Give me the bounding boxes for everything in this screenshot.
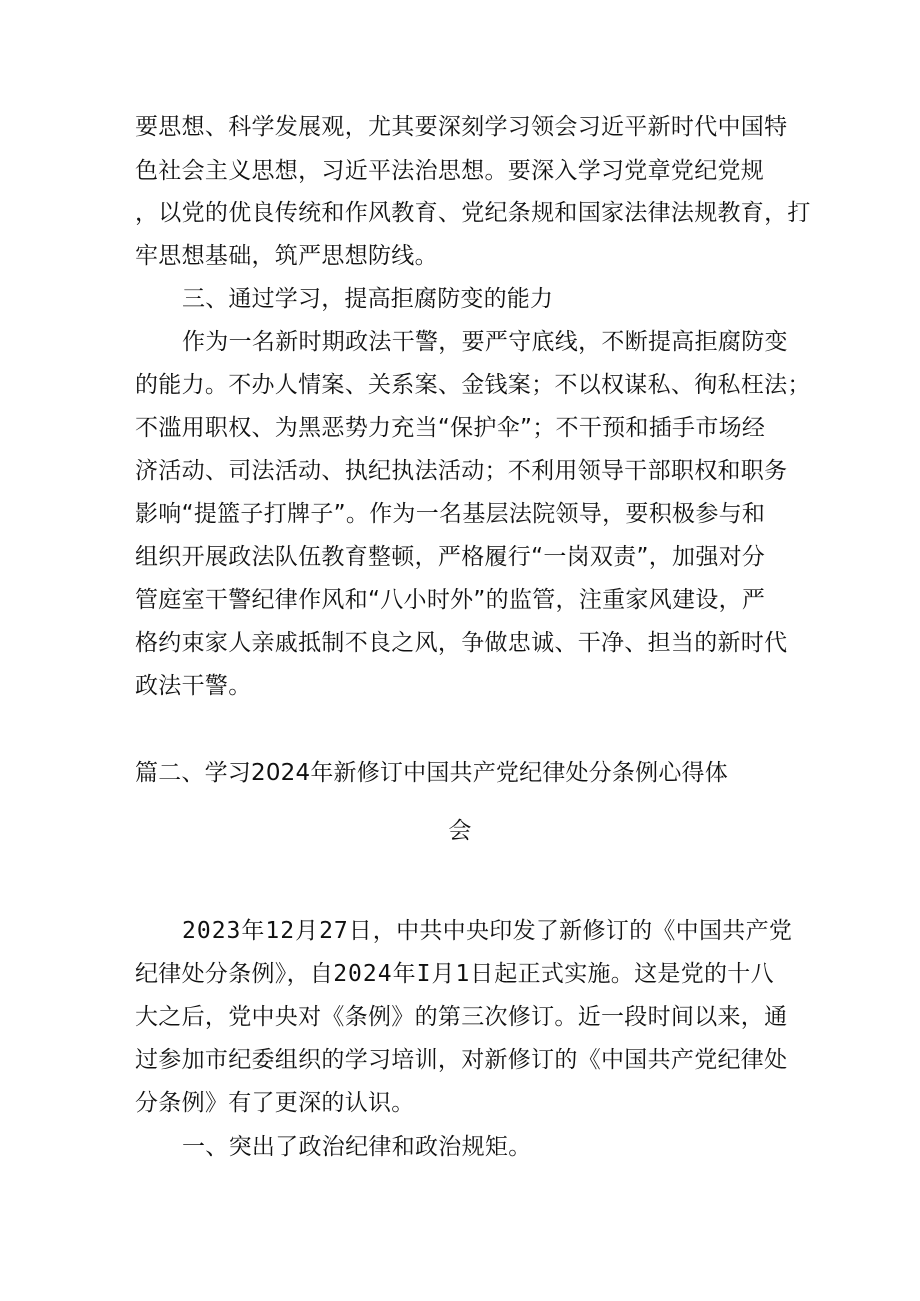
- paragraph-line: ，以党的优良传统和作风教育、党纪条规和国家法律法规教育，打: [135, 200, 811, 226]
- paragraph-line: 济活动、司法活动、执纪执法活动；不利用领导干部职权和职务: [135, 458, 788, 484]
- paragraph-line: 要思想、科学发展观，尤其要深刻学习领会习近平新时代中国特: [135, 114, 788, 140]
- paragraph-line: 政法干警。: [135, 673, 252, 699]
- paragraph-line: 色社会主义思想，习近平法治思想。要深入学习党章党纪党规: [135, 158, 765, 184]
- article-title: 篇二、学习2024年新修订中国共产党纪律处分条例心得体: [135, 760, 728, 786]
- paragraph-line: 牢思想基础，筑严思想防线。: [135, 243, 438, 269]
- paragraph-line: [135, 959, 774, 989]
- paragraph-line: 分条例》有了更深的认识。: [135, 1090, 415, 1116]
- paragraph-text: ，中共中央印发了新修订的《中国共产党: [372, 918, 793, 944]
- paragraph-text: 纪律处分条例》，自: [135, 961, 334, 987]
- section-heading: 一、突出了政治纪律和政治规矩。: [182, 1134, 532, 1160]
- date-text: 2024年: [333, 961, 417, 987]
- paragraph-line: 大之后，党中央对《条例》的第三次修订。近一段时间以来，通: [135, 1004, 788, 1030]
- paragraph-line: 的能力。不办人情案、关系案、金钱案；不以权谋私、徇私枉法；: [135, 372, 811, 398]
- paragraph-line: 管庭室干警纪律作风和“八小时外”的监管，注重家风建设，严: [135, 587, 766, 613]
- paragraph-line: 影响“提篮子打牌子”。作为一名基层法院领导，要积极参与和: [135, 501, 766, 527]
- date-text: I月1日: [416, 961, 495, 987]
- paragraph-line: 作为一名新时期政法干警，要严守底线，不断提高拒腐防变: [182, 329, 788, 355]
- paragraph-text: 起正式实施。这是党的十八: [494, 961, 774, 987]
- paragraph-line: 过参加市纪委组织的学习培训，对新修订的《中国共产党纪律处: [135, 1047, 788, 1073]
- paragraph-line: 格约束家人亲戚抵制不良之风，争做忠诚、干净、担当的新时代: [135, 630, 788, 656]
- section-heading: 三、通过学习，提高拒腐防变的能力: [182, 286, 554, 312]
- article-title-continuation: 会: [448, 818, 472, 844]
- paragraph-line: [182, 916, 792, 946]
- paragraph-line: 组织开展政法队伍教育整顿，严格履行“一岗双责”，加强对分: [135, 544, 766, 570]
- date-text: 2023年12月27日: [182, 918, 373, 944]
- paragraph-line: 不滥用职权、为黑恶势力充当“保护伞”；不干预和插手市场经: [135, 415, 766, 441]
